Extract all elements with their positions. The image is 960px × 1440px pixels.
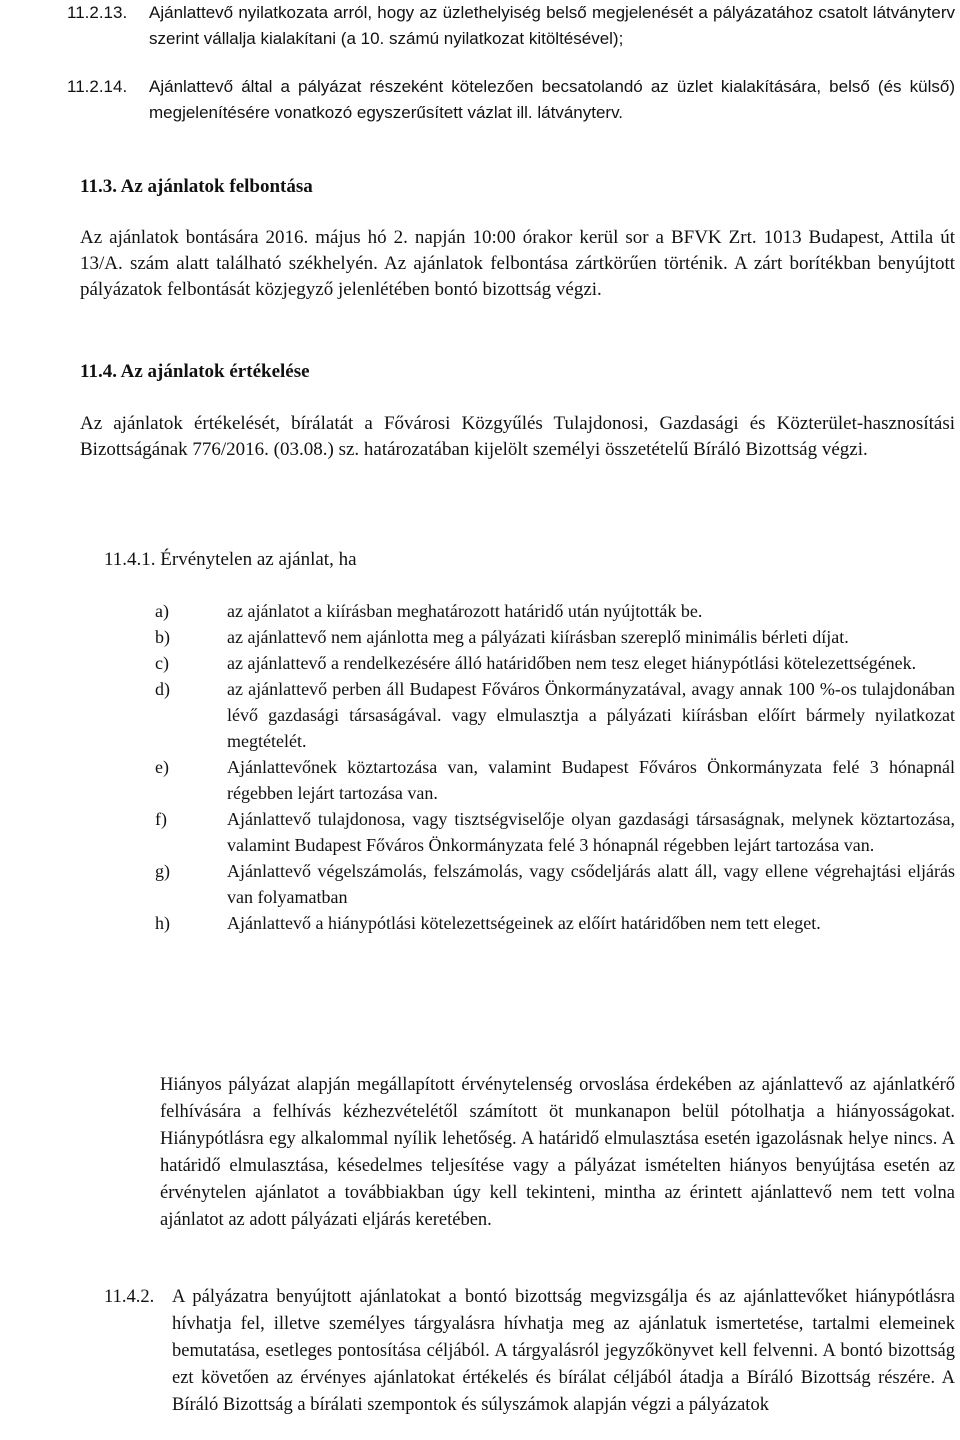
list-item bbox=[155, 858, 955, 910]
list-text: az ajánlattevő nem ajánlotta meg a pályázati kiírásban szereplő minimális bérleti díjat. bbox=[227, 627, 849, 647]
section-heading-11-4: 11.4. Az ajánlatok értékelése bbox=[80, 361, 310, 382]
section-body-11-3 bbox=[80, 225, 955, 303]
item-number: 11.2.14. bbox=[67, 77, 128, 96]
item-11-2-13 bbox=[67, 0, 955, 52]
section-heading-11-4-1: 11.4.1. Érvénytelen az ajánlat, ha bbox=[104, 549, 357, 570]
list-label: h) bbox=[155, 913, 170, 933]
list-label: b) bbox=[155, 627, 170, 647]
invalidity-list bbox=[155, 598, 955, 936]
list-label: a) bbox=[155, 601, 169, 621]
item-11-4-2 bbox=[104, 1284, 955, 1419]
paragraph: Hiányos pályázat alapján megállapított érvénytelenség orvoslása érdekében az ajánlattevő az ajánlatkérő felhívására a felhívás kézhezvételétől számított öt munkanapon belül pótolhatja a hiányosságokat. Hiánypótlásra egy alkalommal nyílik lehetőség. A határidő elmulasztása esetén igazolásnak helye nincs. A határidő elmulasztása, késedelmes teljesítése vagy a pályázat ismételten hiányos benyújtása esetén az érvénytelen ajánlatot a továbbiakban úgy kell tekinteni, mintha az érintett ajánlattevő nem tett volna ajánlatot az adott pályázati eljárás keretében. bbox=[160, 1075, 955, 1230]
list-item bbox=[155, 624, 955, 650]
list-item bbox=[155, 806, 955, 858]
list-item bbox=[155, 650, 955, 676]
list-label: d) bbox=[155, 679, 170, 699]
list-label: g) bbox=[155, 861, 170, 881]
item-11-2-14 bbox=[67, 74, 955, 126]
list-text: az ajánlattevő perben áll Budapest Főváros Önkormányzatával, avagy annak 100 %-os tulajdonában lévő gazdasági társaságával. vagy elmulasztja a pályázati kiírásban előírt bármely nyilatkozat megtételét. bbox=[227, 679, 955, 751]
paragraph: Az ajánlatok bontására 2016. május hó 2. napján 10:00 órakor kerül sor a BFVK Zrt. 1013 Budapest, Attila út 13/A. szám alatt található székhelyén. Az ajánlatok felbontása zártkörűen történik. A zárt borítékban benyújtott pályázatok felbontását közjegyző jelenlétében bontó bizottság végzi. bbox=[80, 227, 955, 300]
item-number: 11.2.13. bbox=[67, 3, 128, 22]
list-text: Ajánlattevőnek köztartozása van, valamint Budapest Főváros Önkormányzata felé 3 hónapnál régebben lejárt tartozása van. bbox=[227, 757, 955, 803]
item-text: Ajánlattevő nyilatkozata arról, hogy az üzlethelyiség belső megjelenését a pályázatához csatolt látványterv szerint vállalja kialakítani (a 10. számú nyilatkozat kitöltésével); bbox=[149, 3, 955, 48]
list-text: Ajánlattevő tulajdonosa, vagy tisztségviselője olyan gazdasági társaságnak, melynek köztartozása, valamint Budapest Főváros Önkormányzata felé 3 hónapnál régebben lejárt tartozása van. bbox=[227, 809, 955, 855]
item-number: 11.4.2. bbox=[104, 1287, 155, 1307]
list-item bbox=[155, 598, 955, 624]
list-text: Ajánlattevő a hiánypótlási kötelezettségeinek az előírt határidőben nem tett eleget. bbox=[227, 913, 821, 933]
list-label: f) bbox=[155, 809, 167, 829]
paragraph: Az ajánlatok értékelését, bírálatát a Fővárosi Közgyűlés Tulajdonosi, Gazdasági és Közterület-hasznosítási Bizottságának 776/2016. (03.08.) sz. határozatában kijelölt személyi összetételű Bíráló Bizottság végzi. bbox=[80, 413, 955, 460]
item-text: Ajánlattevő által a pályázat részeként kötelezően becsatolandó az üzlet kialakítására, belső (és külső) megjelenítésére vonatkozó egyszerűsített vázlat ill. látványterv. bbox=[149, 77, 955, 122]
list-item bbox=[155, 910, 955, 936]
section-heading-11-3: 11.3. Az ajánlatok felbontása bbox=[80, 176, 313, 197]
section-body-11-4 bbox=[80, 411, 955, 463]
list-text: az ajánlattevő a rendelkezésére álló határidőben nem tesz eleget hiánypótlási kötelezettségének. bbox=[227, 653, 917, 673]
list-item bbox=[155, 754, 955, 806]
item-text: A pályázatra benyújtott ajánlatokat a bontó bizottság megvizsgálja és az ajánlattevőket hiánypótlásra hívhatja fel, illetve személyes tárgyalásra hívhatja meg az ajánlatuk ismertetése, tartalmi elemeinek bemutatása, esetleges pontosítása céljából. A tárgyalásról jegyzőkönyvet kell felvenni. A bontó bizottság ezt követően az érvényes ajánlatokat értékelés és bírálat céljából átadja a Bíráló Bizottság részére. A Bíráló Bizottság a bírálati szempontok és súlyszámok alapján végzi a pályázatok bbox=[172, 1287, 955, 1415]
missing-docs-note bbox=[160, 1072, 955, 1234]
list-label: c) bbox=[155, 653, 169, 673]
list-text: az ajánlatot a kiírásban meghatározott határidő után nyújtották be. bbox=[227, 601, 703, 621]
list-label: e) bbox=[155, 757, 169, 777]
list-item bbox=[155, 676, 955, 754]
list-text: Ajánlattevő végelszámolás, felszámolás, vagy csődeljárás alatt áll, vagy ellene végrehajtási eljárás van folyamatban bbox=[227, 861, 955, 907]
